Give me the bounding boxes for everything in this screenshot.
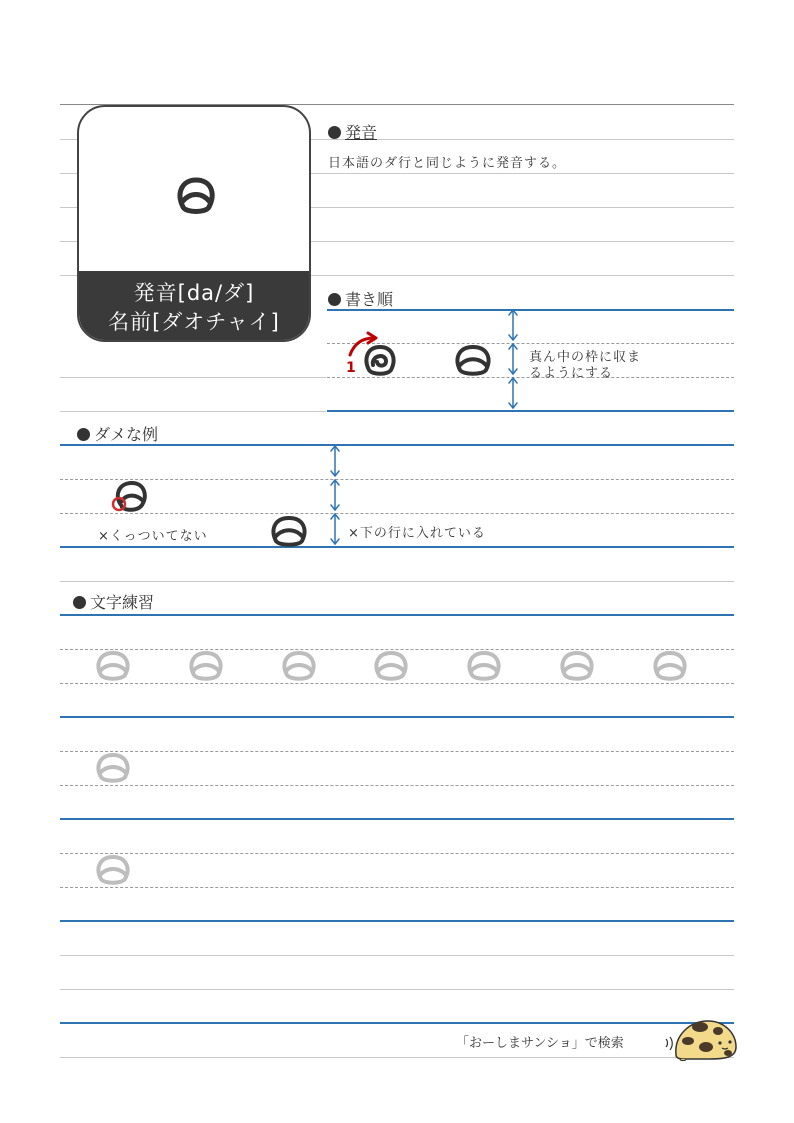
practice-heading: 文字練習	[73, 590, 154, 613]
card-pronunciation: 発音[da/ダ]	[133, 281, 255, 305]
character-glyph-large	[79, 107, 311, 275]
guide-line-blue	[60, 444, 734, 446]
bad-examples-heading: ダメな例	[77, 422, 158, 445]
guide-line-dashed	[60, 785, 734, 786]
rule-line	[60, 411, 326, 412]
guide-line-blue	[60, 920, 734, 922]
character-card	[77, 105, 311, 342]
guide-line-blue	[60, 818, 734, 820]
stroke-order-heading: 書き順	[328, 287, 393, 310]
rule-line	[60, 377, 326, 378]
trace-glyph	[469, 653, 498, 679]
guide-line-blue	[60, 716, 734, 718]
height-arrows	[507, 308, 519, 412]
stroke-order-diagram	[340, 330, 500, 390]
bad-example-1-label: ×くっついてない	[98, 529, 208, 544]
guide-line-blue	[60, 614, 734, 616]
trace-glyph	[98, 653, 127, 679]
guide-line-dashed	[60, 751, 734, 752]
rule-line	[60, 581, 734, 582]
guide-line-blue	[60, 546, 734, 548]
trace-glyph	[284, 653, 313, 679]
stroke-note-line1: 真ん中の枠に収ま	[529, 350, 642, 365]
pronunciation-heading: 発音	[328, 120, 377, 143]
guide-line-blue	[327, 410, 734, 412]
trace-glyph	[191, 653, 220, 679]
card-label-band	[79, 271, 309, 340]
height-arrows	[329, 444, 341, 548]
stroke-note-line2: るようにする	[529, 366, 614, 381]
card-name: 名前[ダオチャイ]	[108, 310, 280, 334]
practice-trace-row	[60, 650, 734, 684]
bullet-dot	[77, 428, 90, 441]
guide-line-dashed	[60, 513, 734, 514]
practice-trace-row	[60, 854, 120, 888]
trace-glyph	[376, 653, 405, 679]
rule-line	[60, 955, 734, 956]
trace-glyph	[98, 755, 127, 781]
bullet-dot	[328, 126, 341, 139]
footer-search-text: 「おーしまサンショ」で検索	[456, 1036, 624, 1051]
trace-glyph	[98, 857, 127, 883]
guide-line-blue	[60, 1022, 734, 1024]
trace-glyph	[655, 653, 684, 679]
stroke-number: 1	[346, 360, 356, 376]
rule-line	[60, 1057, 734, 1058]
rule-line	[60, 989, 734, 990]
guide-line-dashed	[60, 479, 734, 480]
bad-example-2-label: ×下の行に入れている	[348, 526, 486, 541]
practice-trace-row	[60, 752, 120, 786]
guide-line-dashed	[60, 853, 734, 854]
bullet-dot	[328, 293, 341, 306]
bad-example-glyph-1	[105, 472, 155, 522]
guide-line-dashed	[60, 887, 734, 888]
bad-example-glyph-2	[269, 512, 309, 552]
trace-glyph	[562, 653, 591, 679]
bullet-dot	[73, 596, 86, 609]
pronunciation-text: 日本語のダ行と同じように発音する。	[328, 156, 567, 171]
salamander-mascot-icon	[662, 1017, 742, 1062]
